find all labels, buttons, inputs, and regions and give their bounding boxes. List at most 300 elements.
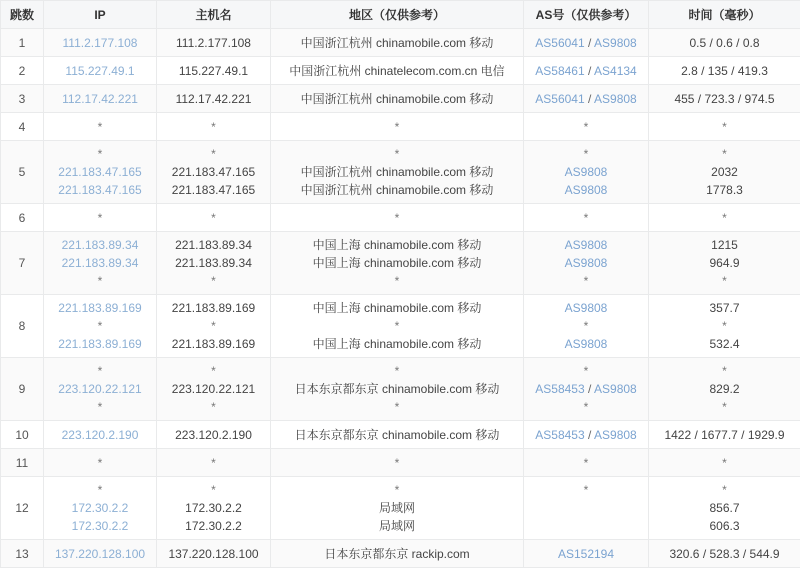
as-number-link[interactable]: AS9808 [565,165,608,179]
cell-line [527,398,645,416]
as-number-link[interactable]: AS9808 [565,238,608,252]
cell-host [157,449,271,477]
timeout-star: * [211,319,216,333]
host-text: 221.183.89.169 [172,337,255,351]
cell-time [649,204,800,232]
cell-region [271,540,524,568]
timeout-star: * [98,147,103,161]
ip-link[interactable]: 112.17.42.221 [62,92,138,106]
cell-line [527,62,645,80]
cell-host [157,232,271,295]
hop-number: 10 [15,428,28,442]
time-text: 320.6 / 528.3 / 544.9 [669,547,779,561]
cell-line [274,517,520,535]
host-text: 223.120.2.190 [175,428,252,442]
timeout-star: * [584,456,589,470]
cell-region [271,141,524,204]
cell-region [271,232,524,295]
timeout-star: * [211,456,216,470]
timeout-star: * [211,483,216,497]
cell-line [527,236,645,254]
time-text: 532.4 [709,337,739,351]
cell-line [160,499,267,517]
cell-asn [524,57,649,85]
host-text: 172.30.2.2 [185,519,242,533]
cell-hop [1,29,44,57]
time-text: 455 / 723.3 / 974.5 [674,92,774,106]
cell-line [652,163,797,181]
cell-line [527,209,645,227]
cell-line [274,299,520,317]
cell-line [652,236,797,254]
timeout-star: * [722,400,727,414]
cell-line [274,272,520,290]
timeout-star: * [584,120,589,134]
cell-line [47,236,153,254]
cell-line [47,62,153,80]
ip-link[interactable]: 111.2.177.108 [63,36,138,50]
cell-region [271,57,524,85]
cell-line [274,163,520,181]
cell-host [157,113,271,141]
hop-number: 7 [19,256,26,270]
ip-link[interactable]: 115.227.49.1 [65,64,134,78]
cell-time [649,232,800,295]
cell-line [47,163,153,181]
column-header-time: 时间（毫秒） [649,1,800,29]
cell-line [47,380,153,398]
cell-asn [524,85,649,113]
cell-line [527,481,645,499]
as-number-link[interactable]: AS9808 [565,183,608,197]
as-separator: / [585,382,594,396]
cell-hop [1,232,44,295]
column-header-host: 主机名 [157,1,271,29]
cell-time [649,29,800,57]
region-text: 中国浙江杭州 chinamobile.com 移动 [301,183,494,197]
timeout-star: * [722,364,727,378]
hop-number: 9 [19,382,26,396]
table-row [1,85,800,113]
cell-line [652,90,797,108]
cell-line [47,426,153,444]
table-body [1,29,800,568]
cell-line [652,481,797,499]
cell-time [649,85,800,113]
cell-hop [1,449,44,477]
hop-number: 11 [16,456,28,470]
cell-line [652,118,797,136]
cell-line [274,317,520,335]
cell-line [160,517,267,535]
cell-region [271,421,524,449]
cell-line [4,254,40,272]
region-text: 局域网 [379,519,415,533]
cell-line [4,499,40,517]
cell-line [4,118,40,136]
cell-line [652,272,797,290]
timeout-star: * [584,483,589,497]
cell-host [157,57,271,85]
region-text: 中国浙江杭州 chinamobile.com 移动 [301,165,494,179]
cell-asn [524,540,649,568]
cell-asn [524,113,649,141]
cell-line [527,517,645,535]
timeout-star: * [722,456,727,470]
cell-line [652,362,797,380]
time-text: 2.8 / 135 / 419.3 [681,64,768,78]
cell-line [527,299,645,317]
time-text: 964.9 [709,256,739,270]
as-number-link[interactable]: AS9808 [594,36,637,50]
cell-line [652,335,797,353]
cell-line [160,236,267,254]
cell-ip [44,232,157,295]
ip-link[interactable]: 221.183.47.165 [58,183,141,197]
cell-line [274,145,520,163]
cell-time [649,295,800,358]
cell-line [47,254,153,272]
region-text: 日本东京都东京 chinamobile.com 移动 [295,382,500,396]
cell-ip [44,85,157,113]
cell-line [160,362,267,380]
table-row [1,141,800,204]
cell-time [649,449,800,477]
cell-line [47,181,153,199]
cell-line [527,181,645,199]
timeout-star: * [584,274,589,288]
cell-asn [524,141,649,204]
cell-line [274,499,520,517]
timeout-star: * [395,147,400,161]
time-text: 357.7 [709,301,739,315]
cell-line [47,335,153,353]
cell-line [274,545,520,563]
cell-line [47,34,153,52]
as-number-link[interactable]: AS56041 [535,36,584,50]
cell-asn [524,232,649,295]
ip-link[interactable]: 172.30.2.2 [72,519,129,533]
cell-line [527,380,645,398]
cell-line [274,181,520,199]
ip-link[interactable]: 223.120.2.190 [62,428,139,442]
header-row [1,1,800,29]
as-separator: / [585,64,594,78]
cell-asn [524,449,649,477]
timeout-star: * [395,274,400,288]
ip-link[interactable]: 223.120.22.121 [58,382,141,396]
cell-line [47,454,153,472]
as-number-link[interactable]: AS4134 [594,64,637,78]
ip-link[interactable]: 137.220.128.100 [55,547,145,561]
region-text: 日本东京都东京 rackip.com [324,547,469,561]
timeout-star: * [395,120,400,134]
timeout-star: * [98,400,103,414]
time-text: 1422 / 1677.7 / 1929.9 [664,428,784,442]
cell-line [274,398,520,416]
cell-line [652,545,797,563]
cell-line [527,362,645,380]
hop-number: 13 [15,547,28,561]
cell-ip [44,449,157,477]
as-number-link[interactable]: AS152194 [558,547,614,561]
cell-line [274,34,520,52]
cell-line [652,62,797,80]
as-number-link[interactable]: AS9808 [565,256,608,270]
table-row [1,232,800,295]
cell-region [271,113,524,141]
cell-region [271,29,524,57]
as-number-link[interactable]: AS9808 [594,92,637,106]
table-row [1,358,800,421]
cell-line [47,209,153,227]
ip-link[interactable]: 221.183.89.34 [62,238,139,252]
cell-line [47,90,153,108]
as-number-link[interactable]: AS58453 [535,382,584,396]
host-text: 112.17.42.221 [176,92,252,106]
timeout-star: * [98,274,103,288]
as-number-link[interactable]: AS9808 [565,337,608,351]
table-row [1,477,800,540]
table-row [1,29,800,57]
cell-line [160,272,267,290]
region-text: 中国浙江杭州 chinatelecom.com.cn 电信 [289,64,504,78]
cell-line [160,545,267,563]
timeout-star: * [211,274,216,288]
cell-line [527,499,645,517]
cell-line [274,481,520,499]
as-number-link[interactable]: AS9808 [565,301,608,315]
cell-line [160,62,267,80]
region-text: 日本东京都东京 chinamobile.com 移动 [295,428,500,442]
time-text: 2032 [711,165,738,179]
cell-line [527,272,645,290]
ip-link[interactable]: 172.30.2.2 [72,501,129,515]
as-number-link[interactable]: AS58453 [535,428,584,442]
cell-ip [44,295,157,358]
timeout-star: * [98,120,103,134]
cell-line [652,517,797,535]
as-separator: / [585,92,594,106]
hop-number: 12 [15,501,28,515]
cell-host [157,295,271,358]
cell-time [649,141,800,204]
region-text: 中国上海 chinamobile.com 移动 [313,238,482,252]
cell-region [271,295,524,358]
cell-line [160,209,267,227]
cell-asn [524,421,649,449]
cell-ip [44,421,157,449]
cell-line [47,398,153,416]
timeout-star: * [584,364,589,378]
cell-hop [1,85,44,113]
cell-line [4,62,40,80]
cell-hop [1,358,44,421]
cell-line [160,481,267,499]
cell-asn [524,295,649,358]
cell-line [4,163,40,181]
timeout-star: * [395,211,400,225]
cell-line [652,34,797,52]
table-header [1,1,800,29]
cell-line [4,380,40,398]
time-text: 856.7 [709,501,739,515]
cell-line [652,499,797,517]
cell-line [47,118,153,136]
timeout-star: * [584,211,589,225]
cell-line [274,209,520,227]
cell-line [160,426,267,444]
cell-region [271,449,524,477]
cell-region [271,204,524,232]
ip-link[interactable]: 221.183.47.165 [58,165,141,179]
cell-asn [524,358,649,421]
cell-line [652,317,797,335]
cell-line [274,254,520,272]
cell-region [271,477,524,540]
cell-line [274,90,520,108]
cell-line [274,380,520,398]
timeout-star: * [211,120,216,134]
timeout-star: * [584,147,589,161]
cell-line [47,517,153,535]
cell-line [274,362,520,380]
cell-hop [1,141,44,204]
cell-line [274,236,520,254]
table-row [1,295,800,358]
cell-region [271,85,524,113]
cell-line [160,398,267,416]
cell-line [527,34,645,52]
cell-line [4,317,40,335]
timeout-star: * [395,400,400,414]
cell-line [160,317,267,335]
column-header-region: 地区（仅供参考） [271,1,524,29]
cell-host [157,477,271,540]
cell-line [527,545,645,563]
timeout-star: * [98,211,103,225]
timeout-star: * [211,364,216,378]
cell-hop [1,421,44,449]
cell-line [160,163,267,181]
timeout-star: * [584,319,589,333]
cell-line [160,90,267,108]
timeout-star: * [98,364,103,378]
cell-line [47,362,153,380]
cell-line [160,34,267,52]
hop-number: 4 [19,120,26,134]
cell-hop [1,295,44,358]
cell-host [157,141,271,204]
ip-link[interactable]: 221.183.89.169 [58,301,141,315]
cell-line [527,118,645,136]
table-row [1,57,800,85]
timeout-star: * [722,147,727,161]
as-number-link[interactable]: AS9808 [594,382,637,396]
cell-line [160,145,267,163]
host-text: 111.2.177.108 [176,36,251,50]
region-text: 中国上海 chinamobile.com 移动 [313,337,482,351]
cell-time [649,57,800,85]
cell-host [157,421,271,449]
cell-line [4,209,40,227]
timeout-star: * [395,456,400,470]
cell-region [271,358,524,421]
as-separator: / [585,428,594,442]
cell-line [527,254,645,272]
as-number-link[interactable]: AS58461 [535,64,584,78]
ip-link[interactable]: 221.183.89.169 [58,337,141,351]
as-number-link[interactable]: AS9808 [594,428,637,442]
cell-line [160,380,267,398]
cell-line [4,34,40,52]
as-number-link[interactable]: AS56041 [535,92,584,106]
cell-line [652,426,797,444]
cell-host [157,358,271,421]
cell-line [47,145,153,163]
timeout-star: * [211,400,216,414]
region-text: 中国浙江杭州 chinamobile.com 移动 [301,36,494,50]
hop-number: 2 [19,64,26,78]
cell-line [527,163,645,181]
cell-line [652,380,797,398]
timeout-star: * [722,483,727,497]
cell-time [649,421,800,449]
cell-hop [1,477,44,540]
host-text: 223.120.22.121 [172,382,255,396]
region-text: 中国上海 chinamobile.com 移动 [313,256,482,270]
hop-number: 1 [19,36,26,50]
time-text: 0.5 / 0.6 / 0.8 [689,36,759,50]
table-row [1,449,800,477]
cell-line [274,118,520,136]
cell-ip [44,358,157,421]
host-text: 221.183.47.165 [172,165,255,179]
cell-line [160,254,267,272]
host-text: 221.183.89.34 [175,256,252,270]
timeout-star: * [98,456,103,470]
timeout-star: * [211,147,216,161]
cell-time [649,113,800,141]
cell-line [160,335,267,353]
cell-line [4,426,40,444]
cell-line [47,317,153,335]
time-text: 1778.3 [706,183,743,197]
cell-ip [44,477,157,540]
cell-ip [44,113,157,141]
timeout-star: * [584,400,589,414]
cell-line [4,90,40,108]
cell-line [274,454,520,472]
cell-host [157,540,271,568]
timeout-star: * [395,364,400,378]
region-text: 中国浙江杭州 chinamobile.com 移动 [301,92,494,106]
host-text: 115.227.49.1 [179,64,248,78]
column-header-hop: 跳数 [1,1,44,29]
table-row [1,204,800,232]
table-row [1,540,800,568]
ip-link[interactable]: 221.183.89.34 [62,256,139,270]
time-text: 1215 [711,238,738,252]
cell-hop [1,204,44,232]
timeout-star: * [722,211,727,225]
region-text: 中国上海 chinamobile.com 移动 [313,301,482,315]
table-row [1,113,800,141]
cell-line [47,299,153,317]
cell-line [652,145,797,163]
timeout-star: * [98,319,103,333]
time-text: 829.2 [709,382,739,396]
